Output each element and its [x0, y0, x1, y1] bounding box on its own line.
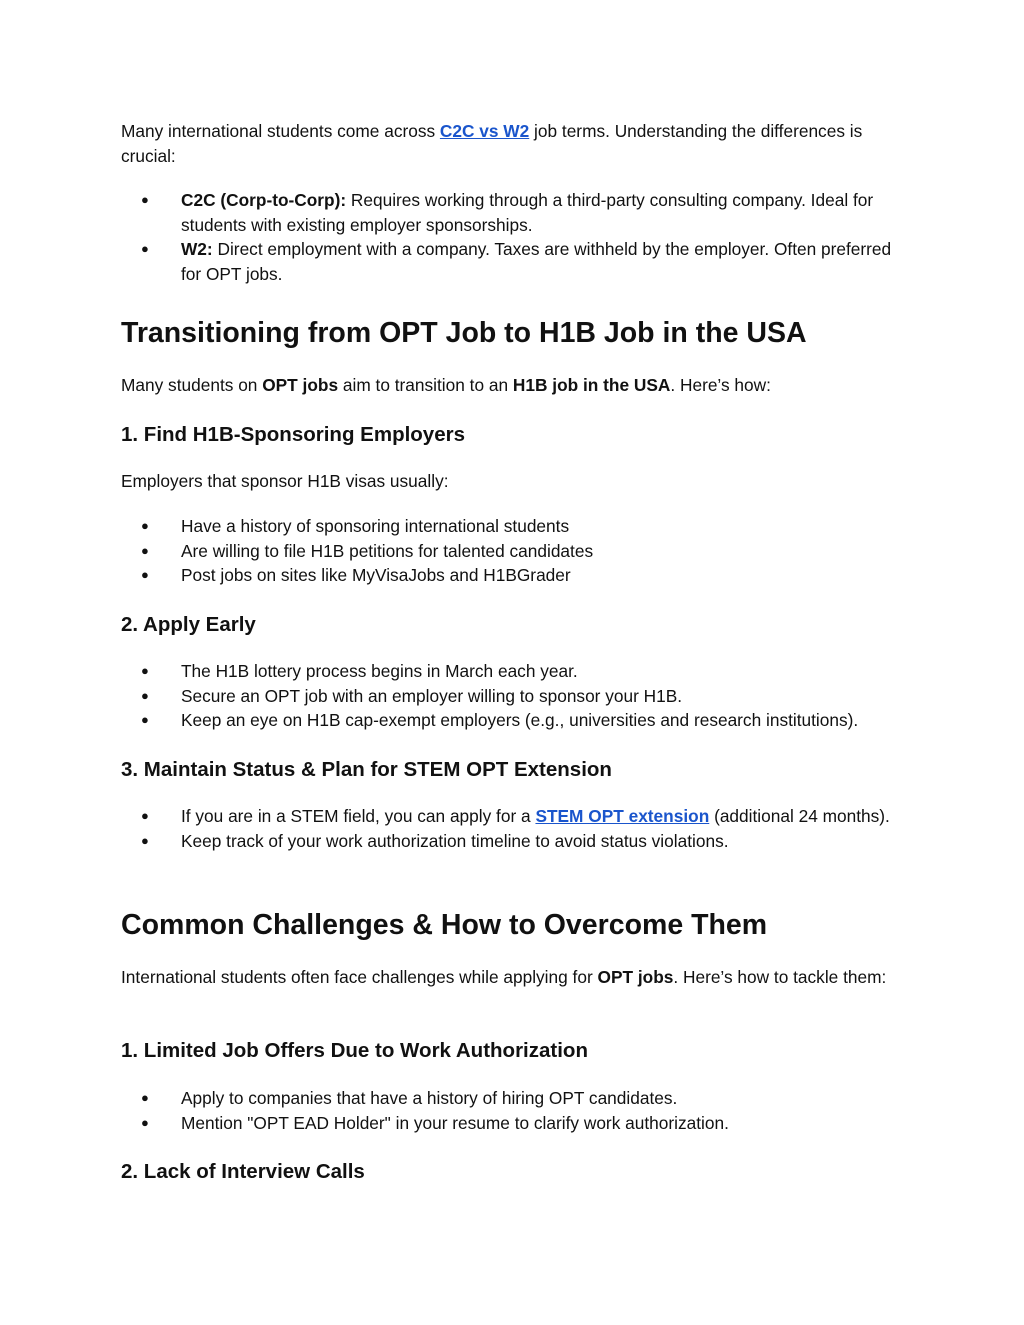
list-item-text: Have a history of sponsoring international students: [181, 516, 570, 536]
bullet-icon: ●: [141, 241, 149, 256]
list-item-text: Keep track of your work authorization timeline to avoid status violations.: [181, 830, 729, 851]
bullet-icon: ●: [141, 1114, 149, 1130]
list-item-text: Mention "OPT EAD Holder" in your resume to clarify work authorization.: [181, 1112, 729, 1133]
list-item: [121, 1111, 906, 1136]
section-heading-common-challenges: Common Challenges & How to Overcome Them: [121, 909, 768, 941]
text: International students often face challenges while applying for: [121, 967, 598, 987]
c2c-description: Requires working through a third-party consulting company. Ideal for students with existing employer sponsorships.: [181, 190, 874, 235]
list-item: [121, 1086, 906, 1111]
list-item: [121, 708, 906, 733]
bullet-icon: ●: [141, 808, 149, 823]
limited-offers-list: [121, 1086, 906, 1135]
section-heading-opt-to-h1b: Transitioning from OPT Job to H1B Job in the USA: [121, 317, 807, 349]
list-item-text: Post jobs on sites like MyVisaJobs and H1BGrader: [181, 565, 571, 585]
text: . Here’s how:: [670, 375, 771, 395]
list-item: [121, 188, 906, 237]
subheading-maintain-status: 3. Maintain Status & Plan for STEM OPT Extension: [121, 758, 612, 781]
c2c-term: C2C (Corp-to-Corp):: [181, 190, 347, 210]
bullet-icon: ●: [141, 832, 149, 848]
list-item: [121, 659, 906, 684]
list-item: [121, 563, 906, 588]
list-item-text: If you are in a STEM field, you can apply for a: [181, 806, 536, 826]
subheading-find-employers: 1. Find H1B-Sponsoring Employers: [121, 423, 465, 446]
w2-description: Direct employment with a company. Taxes are withheld by the employer. Often preferred for OPT jobs.: [181, 239, 892, 284]
c2c-w2-list: [121, 188, 906, 286]
list-item: [121, 804, 906, 829]
list-item: [121, 539, 906, 564]
list-item-text: Keep an eye on H1B cap-exempt employers (e.g., universities and research institutions).: [181, 710, 859, 730]
subheading-limited-job-offers: 1. Limited Job Offers Due to Work Authorization: [121, 1039, 588, 1062]
maintain-status-list: [121, 804, 906, 853]
text: aim to transition to an: [338, 375, 513, 395]
bullet-icon: ●: [141, 192, 149, 207]
section2-intro: [121, 965, 906, 990]
apply-early-list: [121, 659, 906, 733]
bold-text: OPT jobs: [262, 375, 339, 395]
stem-opt-extension-link[interactable]: STEM OPT extension: [535, 806, 710, 826]
employer-traits-list: [121, 514, 906, 588]
bold-text: H1B job in the USA: [512, 375, 671, 395]
list-item-text: Secure an OPT job with an employer willing to sponsor your H1B.: [181, 685, 683, 706]
list-item: [121, 237, 906, 286]
subheading-apply-early: 2. Apply Early: [121, 613, 256, 636]
bullet-icon: ●: [141, 567, 149, 582]
list-item: [121, 829, 906, 854]
bullet-icon: ●: [141, 712, 149, 727]
text: . Here’s how to tackle them:: [673, 967, 887, 987]
bullet-icon: ●: [141, 687, 149, 703]
subheading-lack-of-interview-calls: 2. Lack of Interview Calls: [121, 1160, 365, 1183]
section1-intro: [121, 373, 906, 398]
list-item-text: Are willing to file H1B petitions for talented candidates: [181, 540, 594, 561]
list-item: [121, 684, 906, 709]
bold-text: OPT jobs: [597, 967, 674, 987]
intro-paragraph: [121, 119, 906, 168]
list-item-text: Apply to companies that have a history of hiring OPT candidates.: [181, 1088, 678, 1108]
bullet-icon: ●: [141, 542, 149, 558]
w2-term: W2:: [181, 239, 213, 259]
list-item-text: The H1B lottery process begins in March each year.: [181, 661, 578, 681]
bullet-icon: ●: [141, 518, 149, 533]
bullet-icon: ●: [141, 663, 149, 678]
text: Many students on: [121, 375, 263, 395]
intro-text-before: Many international students come across: [121, 121, 440, 141]
c2c-vs-w2-link[interactable]: C2C vs W2: [439, 121, 530, 141]
sub1-paragraph: Employers that sponsor H1B visas usually:: [121, 471, 449, 491]
bullet-icon: ●: [141, 1090, 149, 1105]
intro-text-after: job terms. Understanding the differences is crucial:: [121, 121, 863, 166]
list-item: [121, 514, 906, 539]
list-item-text: (additional 24 months).: [709, 806, 890, 826]
